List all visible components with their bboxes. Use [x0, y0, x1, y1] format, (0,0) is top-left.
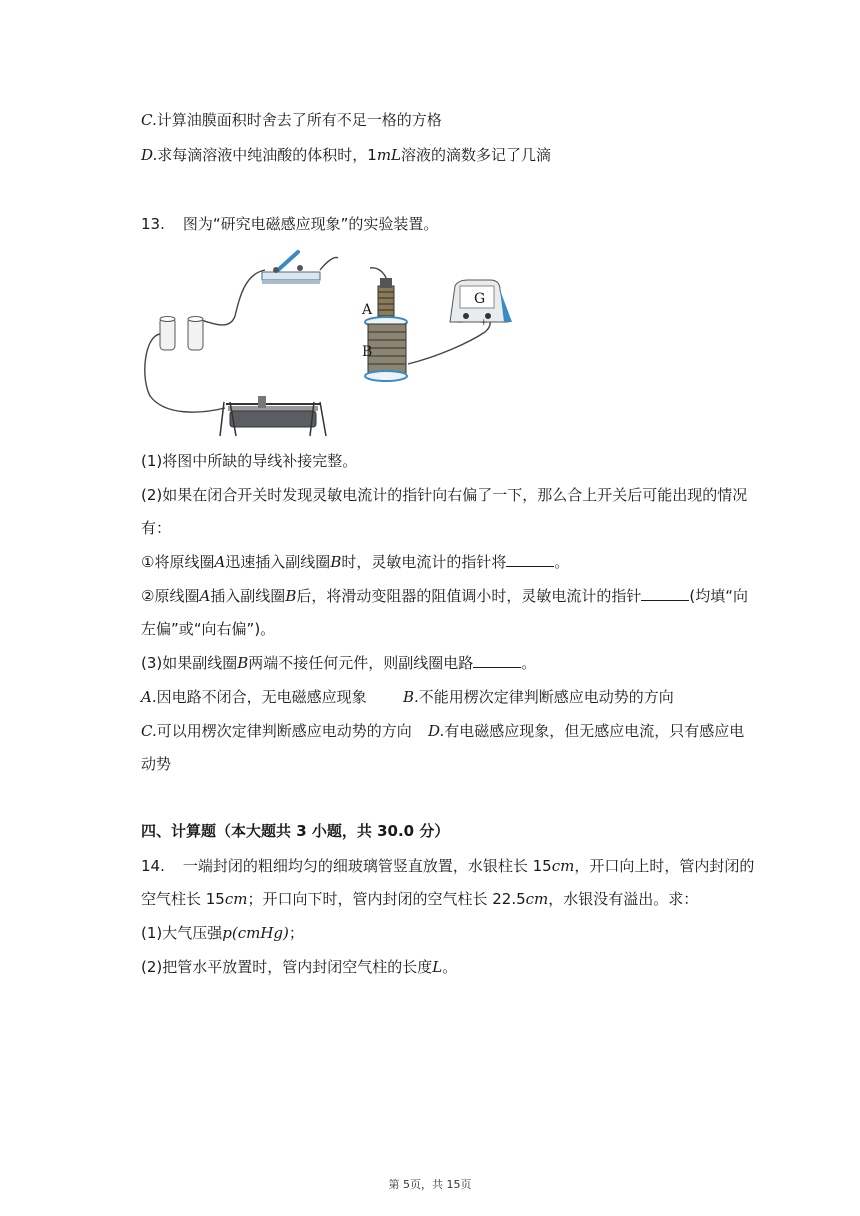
- section-heading: 四、计算题（本大题共 3 小题，共 30.0 分）: [141, 822, 450, 840]
- math-variable: mL: [376, 146, 401, 164]
- option-label: C.: [141, 111, 157, 129]
- q13-option-c: [141, 721, 412, 741]
- text: 空气柱长 15: [141, 890, 225, 908]
- q14-line2: [141, 889, 698, 909]
- text: ；: [288, 924, 304, 942]
- text: 一端封闭的粗细均匀的细玻璃管竖直放置，水银柱长 15: [182, 857, 552, 875]
- q13-option-d-cont: [141, 754, 171, 774]
- text: 时，灵敏电流计的指针将: [341, 553, 507, 571]
- text: 插入副线圈: [210, 587, 286, 605]
- text: 有：: [141, 519, 172, 537]
- q14-part2: [141, 957, 457, 977]
- q13-sub1: [141, 552, 569, 572]
- galvanometer-label: G: [474, 291, 486, 307]
- rheostat: [220, 396, 326, 436]
- question-number: 14.: [141, 857, 165, 875]
- option-c-line: [141, 110, 442, 130]
- terminal-plus-label: +: [480, 318, 488, 328]
- math-unit: cm: [551, 857, 575, 875]
- question-13-stem: [141, 214, 438, 234]
- q13-option-d: [428, 721, 744, 741]
- question-number: 13.: [141, 215, 165, 233]
- q13-part2-line2: [141, 518, 171, 538]
- option-text: 有电磁感应现象，但无感应电流，只有感应电: [444, 722, 745, 740]
- q13-part3: [141, 653, 536, 673]
- text: 。: [442, 958, 458, 976]
- option-text: 求每滴溶液中纯油酸的体积时，1: [157, 146, 377, 164]
- option-label: B.: [403, 688, 419, 706]
- option-label: D.: [141, 146, 158, 164]
- text: ；开口向下时，管内封闭的空气柱长 22.5: [247, 890, 526, 908]
- question-text: 图为“研究电磁感应现象”的实验装置。: [182, 215, 439, 233]
- text: 。: [554, 553, 570, 571]
- answer-blank[interactable]: [641, 586, 689, 601]
- math-variable: B: [237, 654, 249, 672]
- option-text: 可以用楞次定律判断感应电动势的方向: [156, 722, 412, 740]
- math-unit: cm: [525, 890, 549, 908]
- text: (1)大气压强: [141, 924, 223, 942]
- page-footer: 第 5页，共 15页: [388, 1178, 472, 1191]
- option-label: C.: [141, 722, 157, 740]
- q14-part1: [141, 923, 304, 943]
- text: ①将原线圈: [141, 553, 215, 571]
- text: (1)将图中所缺的导线补接完整。: [141, 452, 358, 470]
- math-variable: B: [285, 587, 297, 605]
- option-text: 计算油膜面积时舍去了所有不足一格的方格: [156, 111, 442, 129]
- wire-coil-b-to-galvanometer: [408, 316, 490, 364]
- text: (3)如果副线圈: [141, 654, 238, 672]
- text: ，水银没有溢出。求：: [548, 890, 699, 908]
- coil-a: [378, 278, 394, 316]
- option-text: 不能用楞次定律判断感应电动势的方向: [418, 688, 674, 706]
- text: 后，将滑动变阻器的阻值调小时，灵敏电流计的指针: [296, 587, 642, 605]
- q13-sub2-line1: [141, 586, 748, 606]
- option-text: 溶液的滴数多记了几滴: [401, 146, 552, 164]
- math-variable: A: [199, 587, 211, 605]
- text: 。: [521, 654, 537, 672]
- option-label: D.: [428, 722, 445, 740]
- wire-battery-to-rheostat: [145, 334, 225, 412]
- text: 迅速插入副线圈: [225, 553, 331, 571]
- math-variable: B: [330, 553, 342, 571]
- q13-part1: [141, 451, 357, 471]
- coil-a-label: A: [362, 302, 373, 318]
- text: 两端不接任何元件，则副线圈电路: [248, 654, 474, 672]
- battery-pair: [160, 317, 203, 351]
- math-variable: L: [432, 958, 443, 976]
- text: (均填“向: [689, 587, 748, 605]
- text: 左偏”或“向右偏”)。: [141, 620, 276, 638]
- switch: [262, 252, 320, 284]
- coil-b-label: B: [362, 344, 373, 360]
- text: ，开口向上时，管内封闭的: [574, 857, 755, 875]
- answer-blank[interactable]: [473, 653, 521, 668]
- galvanometer: [450, 280, 512, 328]
- option-d-line: [141, 145, 551, 165]
- math-variable: A: [214, 553, 226, 571]
- math-variable: p(cmHg): [222, 924, 289, 942]
- text: (2)如果在闭合开关时发现灵敏电流计的指针向右偏了一下，那么合上开关后可能出现的情况: [141, 486, 748, 504]
- text: 动势: [141, 755, 172, 773]
- q13-sub2-line2: [141, 619, 275, 639]
- wire-switch-loose: [320, 258, 338, 271]
- math-unit: cm: [224, 890, 248, 908]
- answer-blank[interactable]: [506, 552, 554, 567]
- q14-line1: [141, 856, 754, 876]
- electromagnetic-induction-apparatus-figure: [140, 246, 540, 442]
- text: ②原线圈: [141, 587, 200, 605]
- text: (2)把管水平放置时，管内封闭空气柱的长度: [141, 958, 433, 976]
- q13-part2-line1: [141, 485, 747, 505]
- q13-option-b: [403, 687, 674, 707]
- terminal-minus-label: −: [456, 318, 464, 328]
- option-label: A.: [141, 688, 157, 706]
- option-text: 因电路不闭合，无电磁感应现象: [156, 688, 367, 706]
- q13-options-row1: [141, 687, 367, 707]
